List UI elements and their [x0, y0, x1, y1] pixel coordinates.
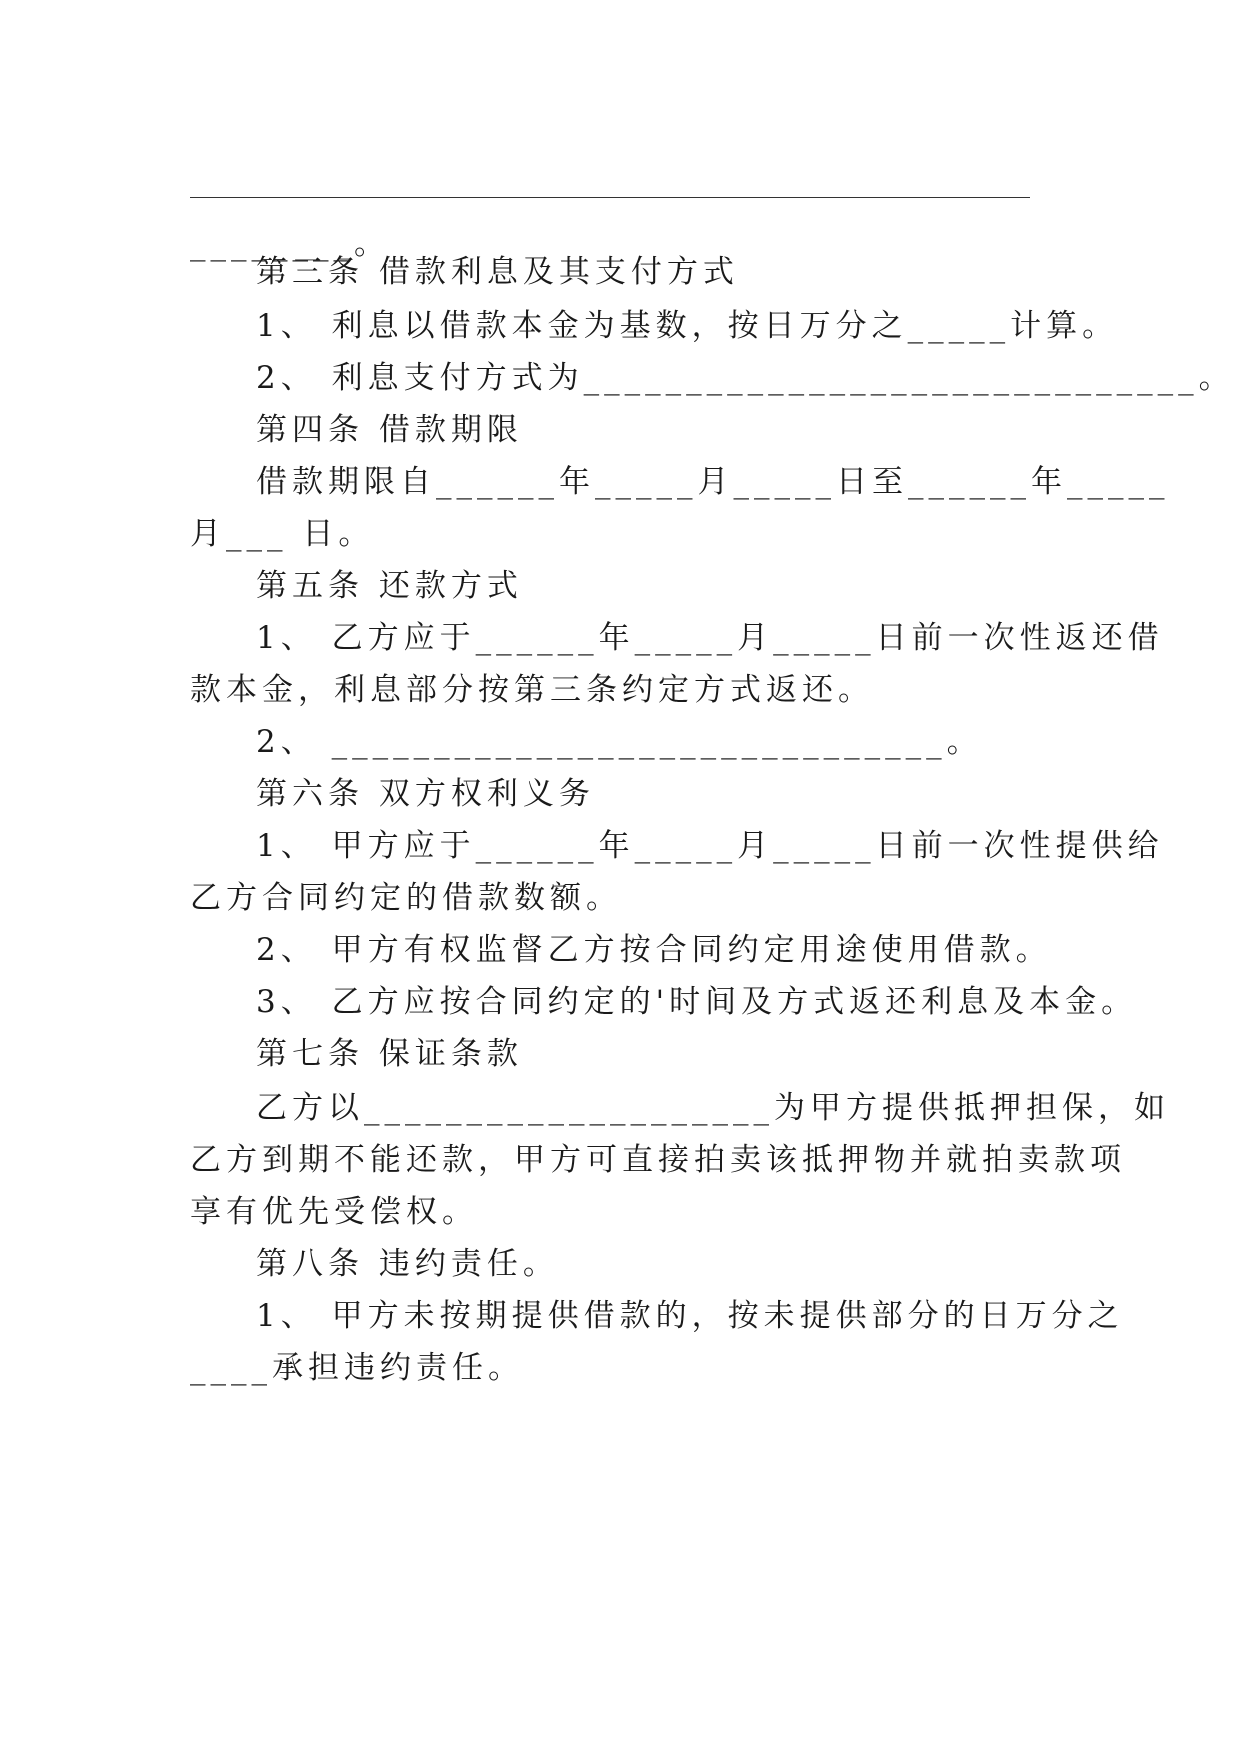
- clause-line: 月___ 日。: [190, 516, 375, 552]
- clause-line: 1、 甲方应于______年_____月_____日前一次性提供给: [256, 828, 1164, 864]
- article-heading: 第四条 借款期限: [256, 412, 523, 448]
- clause-line: 款本金，利息部分按第三条约定方式返还。: [190, 672, 874, 708]
- article-heading: 第八条 违约责任。: [256, 1246, 559, 1282]
- text-line: ________。: [190, 226, 390, 262]
- clause-line: 享有优先受偿权。: [190, 1194, 478, 1230]
- blank-fill-rule: [190, 197, 1030, 198]
- clause-line: 2、 甲方有权监督乙方按合同约定用途使用借款。: [256, 932, 1052, 968]
- clause-line: 2、 利息支付方式为______________________________。: [256, 360, 1235, 396]
- clause-line: 乙方以____________________为甲方提供抵押担保，如: [256, 1090, 1170, 1126]
- clause-line: 借款期限自______年_____月_____日至______年_____: [256, 464, 1170, 500]
- clause-line: 乙方到期不能还款，甲方可直接拍卖该抵押物并就拍卖款项: [190, 1142, 1126, 1178]
- article-heading: 第六条 双方权利义务: [256, 776, 595, 812]
- clause-line: 1、 利息以借款本金为基数，按日万分之_____计算。: [256, 308, 1119, 344]
- clause-line: 3、 乙方应按合同约定的'时间及方式返还利息及本金。: [256, 984, 1138, 1020]
- clause-line: 2、 ______________________________。: [256, 724, 983, 760]
- clause-line: 1、 甲方未按期提供借款的，按未提供部分的日万分之: [256, 1298, 1124, 1334]
- clause-line: 乙方合同约定的借款数额。: [190, 880, 622, 916]
- article-heading: 第三条 借款利息及其支付方式: [256, 254, 739, 290]
- article-heading: 第五条 还款方式: [256, 568, 523, 604]
- article-heading: 第七条 保证条款: [256, 1036, 523, 1072]
- clause-line: ____承担违约责任。: [190, 1350, 524, 1386]
- clause-line: 1、 乙方应于______年_____月_____日前一次性返还借: [256, 620, 1164, 656]
